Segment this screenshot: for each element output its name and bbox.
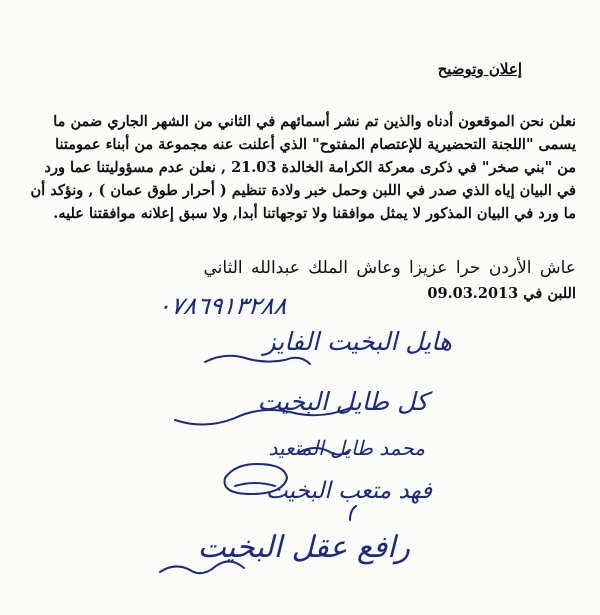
signature-name: محمد طايل المتعيد: [268, 436, 425, 460]
signature-name: كل طايل البخيت: [257, 387, 428, 416]
body-line: نعلن نحن الموقعون أدناه والذين تم نشر أسمائهم في الثاني من الشهر الجاري ضمن ما: [53, 113, 576, 130]
body-line: في البيان إياه الذي صدر في اللبن وحمل خبر ولادة تنظيم ( أحرار طوق عمان ) , ونؤكد أن: [30, 182, 576, 199]
body-line: من "بني صخر" في ذكرى معركة الكرامة الخالدة 21.03 , نعلن عدم مسؤوليتنا عما ورد: [44, 159, 576, 176]
signature-name: هايل البخيت الفايز: [263, 327, 452, 356]
handwritten-phone-number: ٠٧٨٦٩١٣٢٨٨: [156, 292, 289, 320]
body-line: يسمى "اللجنة التحضيرية للإعتصام المفتوح" الذي أعلنت عنه مجموعة من أبناء عمومتنا: [55, 136, 576, 153]
long-live-slogan: عاش الأردن حرا عزيزا وعاش الملك عبدالله الثاني: [203, 258, 576, 278]
place-date: اللبن في 09.03.2013: [427, 285, 576, 302]
announcement-body: [11, 110, 576, 225]
signature-name: رافع عقل البخيت: [197, 530, 410, 565]
signature-name: فهد متعب البخيت: [266, 478, 432, 504]
document-title: إعلان وتوضيح: [437, 60, 522, 78]
body-line: ما ورد في البيان المذكور لا يمثل موافقنا ولا توجهاتنا أبدا, ولا سبق إعلانه موافقتنا عليه.: [53, 205, 576, 222]
